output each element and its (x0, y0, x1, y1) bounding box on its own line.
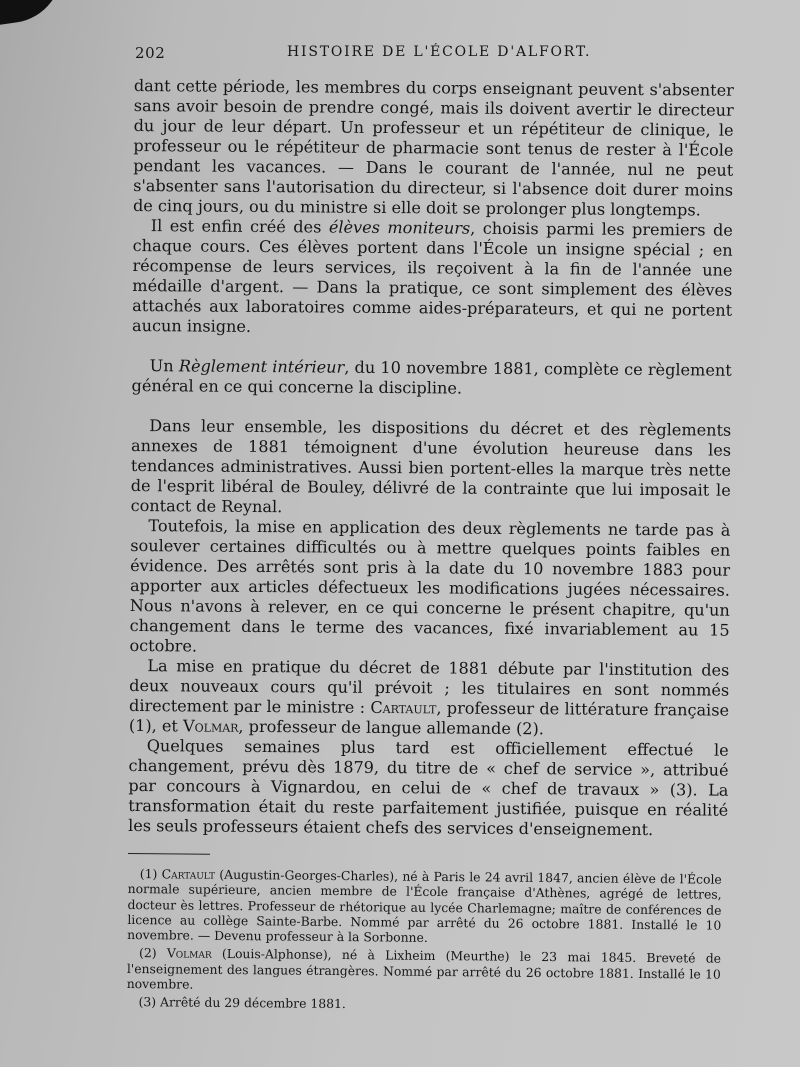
footnote-mark: (1) (139, 866, 162, 882)
italic-term-reglement-interieur: Règlement intérieur (178, 356, 345, 377)
name-volmar: Volmar (182, 716, 239, 736)
italic-term-eleves-moniteurs: élèves moniteurs (328, 217, 471, 238)
footnote-text: (Louis-Alphonse), né à Lixheim (Meurthe) le 23 mai 1845. Breveté de l'enseignement des langues étrangères. Nommé par arrêté du 26 octobre 1881. Installé le 10 novembre. (126, 946, 722, 992)
scan-shadow-corner (0, 0, 68, 28)
footnote-name: Cartault (161, 866, 216, 882)
name-cartault: Cartault (370, 697, 437, 718)
paragraph-chef-de-travaux: Quelques semaines plus tard est officiellement effectué le changement, prévu dès 1879, du titre de « chef de service », attribué par concours à Vignardou, en celui de « chef de travaux » (3). La transformation était du reste parfaitement justifiée, puisque en réalité les seuls professeurs étaient chefs des services d'enseignement. (128, 736, 729, 840)
footnote-3: (3) Arrêté du 29 décembre 1881. (138, 994, 346, 1012)
footnote-text: (Augustin-Georges-Charles), né à Paris le 24 avril 1847, ancien élève de l'École normale supérieure, ancien membre de l'École française d'Athènes, agrégé de lettres, docteur ès lettres. Professeur de rhétorique au lycée Charlemagne; maître de conférences de licence au collège Sainte-Barbe. Nommé par arrêté du 26 octobre 1881. Installé le 10 novembre. — Devenu professeur à la Sorbonne. (127, 866, 722, 946)
paragraph-text: La mise en pratique du décret de 1881 débute par l'institution des deux nouveaux cours qu'il prévoit ; les titulaires en sont nommés directement par le ministre : (128, 656, 730, 717)
footnotes (126, 853, 722, 1018)
paragraph-text: , professeur de langue allemande (2). (238, 716, 545, 739)
paragraph-mise-en-application: Toutefois, la mise en application des deux règlements ne tarde pas à soulever certaines difficultés ou à mettre quelques points faibles en évidence. Des arrêtés sont pris à la date du 10 novembre 1883 pour apporter aux articles défectueux les modifications jugées nécessaires. Nous n'avons à relever, en ce qui concerne le présent chapitre, qu'un changement dans le terme des vacances, fixé invariablement au 15 octobre. (129, 516, 731, 656)
paragraph-text: Un (149, 356, 179, 376)
footnote-name: Volmar (166, 945, 212, 962)
paragraph-text: , professeur de littérature française (1), et (128, 698, 730, 736)
paragraph-text: Il est enfin créé des (150, 216, 329, 237)
paragraph-text: , du 10 novembre 1881, complète ce règlement général en ce qui concerne la discipline. (131, 357, 732, 398)
page-header (135, 44, 733, 66)
paragraph-reglement-interieur (131, 356, 731, 401)
footnote-mark: (2) (138, 945, 167, 961)
paragraph-absences: dant cette période, les membres du corps enseignant peuvent s'absenter sans avoir besoin de prendre congé, mais ils doivent avertir le directeur du jour de leur départ. Un professeur et un répétiteur de clinique, le professeur ou le répétiteur de pharmacie sont tenus de rester à l'École pendant les vacances. — Dans le courant de l'année, nul ne peut s'absenter sans l'autorisation du directeur, si l'absence doit durer moins de cinq jours, ou du ministre si elle doit se prolonger plus longtemps. (132, 76, 734, 220)
paragraph-text: , choisis parmi les premiers de chaque cours. Ces élèves portent dans l'École un insigne spécial ; en récompense de leurs services, ils reçoivent à la fin de l'année une médaille d'argent. — Dans la pratique, ce sont simplement des élèves attachés aux laboratoires comme aides-préparateurs, et qui ne portent aucun insigne. (131, 218, 733, 336)
footnote-separator (128, 853, 210, 855)
paragraph-nouveaux-cours (129, 656, 730, 741)
page-number: 202 (135, 44, 166, 62)
footnote-2 (127, 945, 721, 997)
body-text (128, 76, 734, 841)
footnote-1 (127, 866, 722, 948)
paragraph-ensemble-dispositions: Dans leur ensemble, les dispositions du décret et des règlements annexes de 1881 témoignent d'une évolution heureuse dans les tendances administratives. Aussi bien portent-elles la marque très nette de l'esprit libéral de Bouley, délivré de la contrainte que lui imposait le contact de Reynal. (130, 416, 732, 517)
paragraph-eleves-moniteurs (132, 216, 733, 341)
running-title: HISTOIRE DE L'ÉCOLE D'ALFORT. (287, 44, 592, 60)
